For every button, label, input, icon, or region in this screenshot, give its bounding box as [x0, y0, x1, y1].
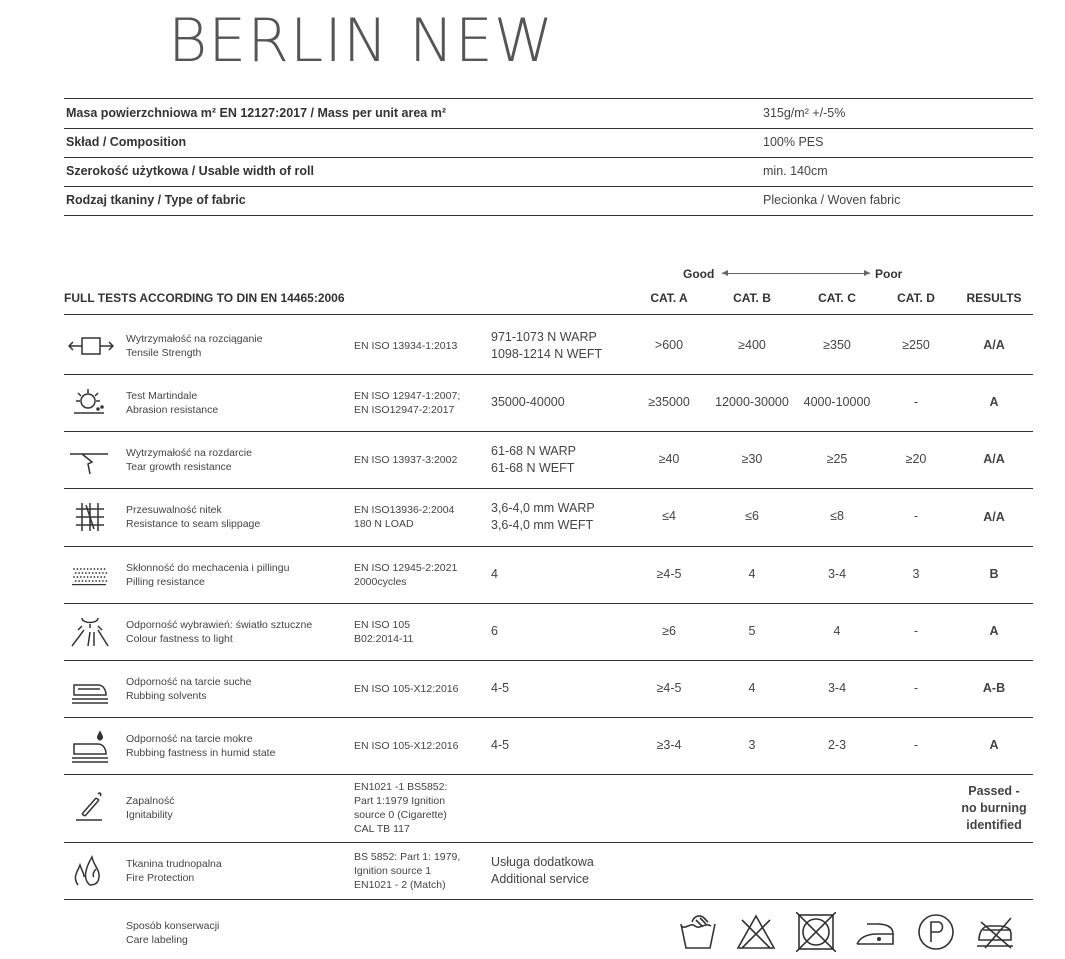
test-name-en: Rubbing solvents — [126, 689, 207, 702]
iron-low-icon — [855, 912, 895, 952]
cat-a-value: ≥4-5 — [656, 680, 682, 695]
result-value: identified — [966, 817, 1022, 832]
test-name-pl: Skłonność do mechacenia i pillingu — [126, 561, 290, 574]
test-standard: Part 1:1979 Ignition — [354, 795, 446, 807]
test-name-en: Fire Protection — [126, 871, 195, 884]
no-wet-clean-icon — [975, 912, 1015, 952]
professional-clean-p-icon — [916, 912, 956, 952]
spec-value: 315g/m² +/-5% — [763, 106, 846, 120]
test-row — [64, 546, 1033, 603]
page-title: BERLIN NEW — [168, 6, 555, 76]
test-name-en: Tear growth resistance — [126, 460, 232, 473]
spec-label: Masa powierzchniowa m² EN 12127:2017 / Mass per unit area m² — [66, 106, 447, 120]
cat-a-value: ≥35000 — [648, 394, 690, 409]
test-value: Additional service — [491, 871, 589, 886]
test-name-en: Tensile Strength — [126, 346, 202, 359]
test-standard: source 0 (Cigarette) — [354, 809, 447, 821]
cat-b-value: ≥400 — [738, 337, 766, 352]
spec-value: 100% PES — [763, 135, 824, 149]
cat-d-value: - — [913, 623, 919, 638]
scale-poor-label: Poor — [875, 267, 903, 281]
cat-a-value: ≥3-4 — [656, 737, 682, 752]
test-value: 61-68 N WARP — [491, 443, 576, 458]
test-row — [64, 603, 1033, 660]
test-value: 4-5 — [491, 681, 510, 695]
cat-b-value: ≥30 — [741, 451, 763, 466]
cat-a-value: >600 — [654, 337, 684, 352]
test-standard: EN ISO 105 — [354, 618, 411, 631]
test-name-en: Abrasion resistance — [126, 403, 219, 416]
cat-d-value: 3 — [912, 566, 920, 581]
test-standard: BS 5852: Part 1: 1979, — [354, 850, 461, 863]
cat-c-value: ≤8 — [830, 509, 844, 523]
result-value: A/A — [983, 452, 1005, 466]
cat-c-value: ≥350 — [823, 337, 851, 352]
spec-label: Szerokość użytkowa / Usable width of roll — [66, 164, 314, 178]
cat-b-value: 4 — [748, 566, 756, 581]
tear-icon — [68, 442, 114, 478]
test-standard: EN ISO 12945-2:2021 — [354, 561, 458, 574]
spec-row — [64, 128, 1033, 158]
cat-a-value: ≤4 — [662, 509, 676, 523]
cat-d-value: - — [913, 509, 919, 523]
col-cat-a: CAT. A — [650, 291, 688, 305]
test-name-pl: Zapalność — [126, 795, 175, 807]
abrasion-icon — [68, 385, 114, 421]
test-name-pl: Przesuwalność nitek — [126, 504, 222, 516]
spec-label: Rodzaj tkaniny / Type of fabric — [66, 193, 246, 207]
test-standard: 2000cycles — [354, 575, 407, 588]
cat-c-value: ≥25 — [826, 451, 848, 466]
no-tumble-dry-icon — [796, 912, 836, 952]
test-value: 61-68 N WEFT — [491, 460, 575, 475]
test-standard: EN1021 - 2 (Match) — [354, 878, 446, 891]
test-standard: CAL TB 117 — [354, 823, 410, 835]
test-name-pl: Tkanina trudnopalna — [126, 857, 222, 870]
cat-d-value: - — [913, 394, 919, 409]
test-standard: EN ISO 12947-1:2007; — [354, 389, 461, 402]
test-standard: EN1021 -1 BS5852: — [354, 781, 448, 793]
cat-b-value: 12000-30000 — [715, 394, 789, 409]
cat-a-value: ≥4-5 — [656, 566, 682, 581]
spec-label: Skład / Composition — [66, 135, 187, 149]
cat-b-value: 4 — [748, 680, 756, 695]
result-value: A — [989, 395, 999, 409]
result-value: A — [989, 624, 999, 638]
cat-c-value: 3-4 — [827, 566, 847, 581]
test-value: 971-1073 N WARP — [491, 329, 597, 344]
dry-rubbing-icon — [68, 671, 114, 707]
result-value: A/A — [983, 509, 1005, 524]
test-name-en: Pilling resistance — [126, 575, 205, 588]
test-standard: EN ISO 105-X12:2016 — [354, 739, 459, 752]
result-value: B — [989, 567, 999, 581]
test-value: 1098-1214 N WEFT — [491, 346, 603, 361]
test-standard: EN ISO 105-X12:2016 — [354, 682, 459, 695]
spec-row — [64, 157, 1033, 187]
cat-c-value: 2-3 — [827, 737, 847, 752]
test-value: 35000-40000 — [491, 395, 565, 409]
test-row — [64, 317, 1033, 374]
cat-b-value: 3 — [748, 737, 756, 752]
table-header-rule — [64, 314, 1033, 315]
tensile-icon — [68, 328, 114, 364]
cat-a-value: ≥40 — [658, 451, 680, 466]
test-name-pl: Test Martindale — [126, 389, 198, 402]
test-name-pl: Wytrzymałość na rozdarcie — [126, 446, 252, 459]
test-standard: EN ISO 13937-3:2002 — [354, 453, 458, 466]
spec-row — [64, 99, 1033, 129]
spec-value: Plecionka / Woven fabric — [763, 193, 901, 207]
spec-row — [64, 186, 1033, 216]
col-cat-d: CAT. D — [897, 291, 935, 305]
cat-c-value: 4000-10000 — [803, 394, 871, 409]
test-row — [64, 717, 1033, 774]
test-row — [64, 660, 1033, 717]
result-value: Passed - — [968, 783, 1020, 798]
light-fastness-icon — [68, 614, 114, 650]
scale-good-label: Good — [683, 267, 715, 281]
spec-value: min. 140cm — [763, 164, 828, 178]
flame-icon — [68, 853, 114, 889]
cat-d-value: ≥250 — [902, 337, 930, 352]
col-cat-c: CAT. C — [818, 291, 856, 305]
row-rule — [64, 899, 1033, 900]
test-name-en: Rubbing fastness in humid state — [126, 746, 276, 759]
tests-table-title: FULL TESTS ACCORDING TO DIN EN 14465:2006 — [64, 291, 345, 305]
result-value: A/A — [983, 338, 1005, 352]
test-name-pl: Odporność na tarcie suche — [126, 675, 252, 688]
test-standard: B02:2014-11 — [354, 632, 414, 645]
test-name-en: Resistance to seam slippage — [126, 518, 261, 530]
test-row — [64, 842, 1033, 899]
test-standard: EN ISO13936-2:2004 — [354, 504, 455, 516]
scale-arrow — [722, 273, 870, 274]
hand-wash-icon — [678, 912, 718, 952]
cat-d-value: ≥20 — [905, 451, 927, 466]
test-value: 3,6-4,0 mm WARP — [491, 501, 595, 515]
test-name-pl: Wytrzymałość na rozciąganie — [126, 332, 263, 345]
care-label-pl: Sposób konserwacji — [126, 920, 220, 932]
test-standard: 180 N LOAD — [354, 518, 414, 530]
cat-d-value: - — [913, 680, 919, 695]
test-row — [64, 431, 1033, 488]
test-value: 3,6-4,0 mm WEFT — [491, 518, 594, 532]
wet-rubbing-icon — [68, 728, 114, 764]
cat-d-value: - — [913, 737, 919, 752]
test-row — [64, 374, 1033, 431]
result-value: A — [989, 738, 999, 752]
pilling-icon — [68, 557, 114, 593]
cat-b-value: 5 — [748, 623, 756, 638]
test-standard: Ignition source 1 — [354, 864, 432, 877]
test-row — [64, 488, 1033, 546]
result-value: no burning — [961, 800, 1027, 815]
cat-a-value: ≥6 — [662, 623, 676, 638]
test-name-en: Colour fastness to light — [126, 632, 233, 645]
col-cat-b: CAT. B — [733, 291, 771, 305]
test-value: 4-5 — [491, 738, 510, 752]
no-bleach-icon — [736, 912, 776, 952]
seam-slippage-icon — [68, 499, 114, 535]
test-value: 6 — [491, 624, 498, 638]
test-name-pl: Odporność na tarcie mokre — [126, 732, 253, 745]
test-standard: EN ISO12947-2:2017 — [354, 403, 455, 416]
test-value: Usługa dodatkowa — [491, 854, 594, 869]
care-label-en: Care labeling — [126, 934, 188, 946]
cigarette-icon — [68, 790, 114, 826]
test-name-pl: Odporność wybrawień: światło sztuczne — [126, 618, 313, 631]
col-results: RESULTS — [966, 291, 1022, 305]
test-name-en: Ignitability — [126, 809, 173, 821]
test-value: 4 — [491, 567, 498, 581]
test-standard: EN ISO 13934-1:2013 — [354, 339, 458, 352]
test-row — [64, 774, 1033, 842]
result-value: A-B — [982, 681, 1006, 695]
cat-c-value: 4 — [833, 623, 841, 638]
cat-c-value: 3-4 — [827, 680, 847, 695]
cat-b-value: ≤6 — [745, 509, 759, 523]
